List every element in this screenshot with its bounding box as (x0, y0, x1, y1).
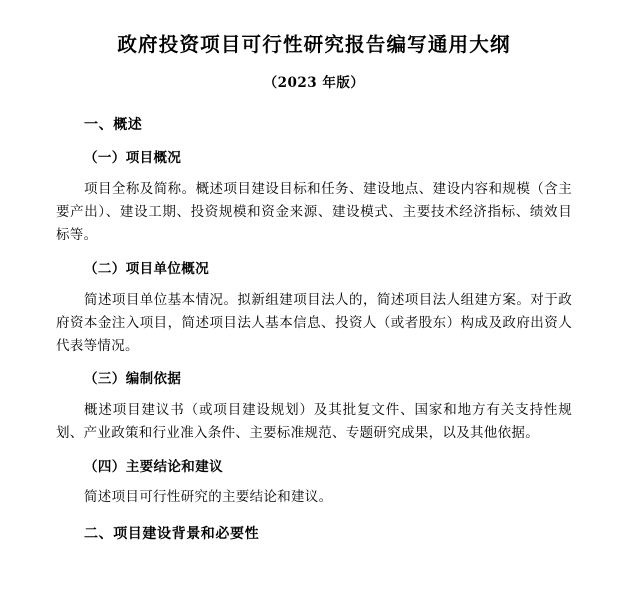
subsection-heading-unit-overview: （二）项目单位概况 (84, 260, 210, 277)
paragraph-basis: 概述项目建议书（或项目建设规划）及其批复文件、国家和地方有关支持性规划、产业政策和行业准入条件、主要标准规范、专题研究成果，以及其他依据。 (56, 402, 572, 442)
paragraph-conclusions: 简述项目可行性研究的主要结论和建议。 (84, 489, 333, 506)
subsection-heading-basis: （三）编制依据 (84, 371, 182, 388)
page-subtitle: （2023 年版） (263, 75, 365, 92)
subsection-heading-project-overview: （一）项目概况 (84, 150, 182, 167)
section-heading-1: 一、概述 (84, 117, 143, 134)
subsection-heading-conclusions: （四）主要结论和建议 (84, 458, 223, 475)
paragraph-project-overview: 项目全称及简称。概述项目建设目标和任务、建设地点、建设内容和规模（含主要产出）、建设工期、投资规模和资金来源、建设模式、主要技术经济指标、绩效目标等。 (56, 180, 572, 244)
paragraph-unit-overview: 简述项目单位基本情况。拟新组建项目法人的，简述项目法人组建方案。对于政府资本金注入项目，简述项目法人基本信息、投资人（或者股东）构成及政府出资人代表等情况。 (56, 291, 572, 354)
page-title: 政府投资项目可行性研究报告编写通用大纲 (117, 33, 511, 56)
document-body (56, 115, 572, 545)
section-heading-2: 二、项目建设背景和必要性 (84, 525, 260, 542)
